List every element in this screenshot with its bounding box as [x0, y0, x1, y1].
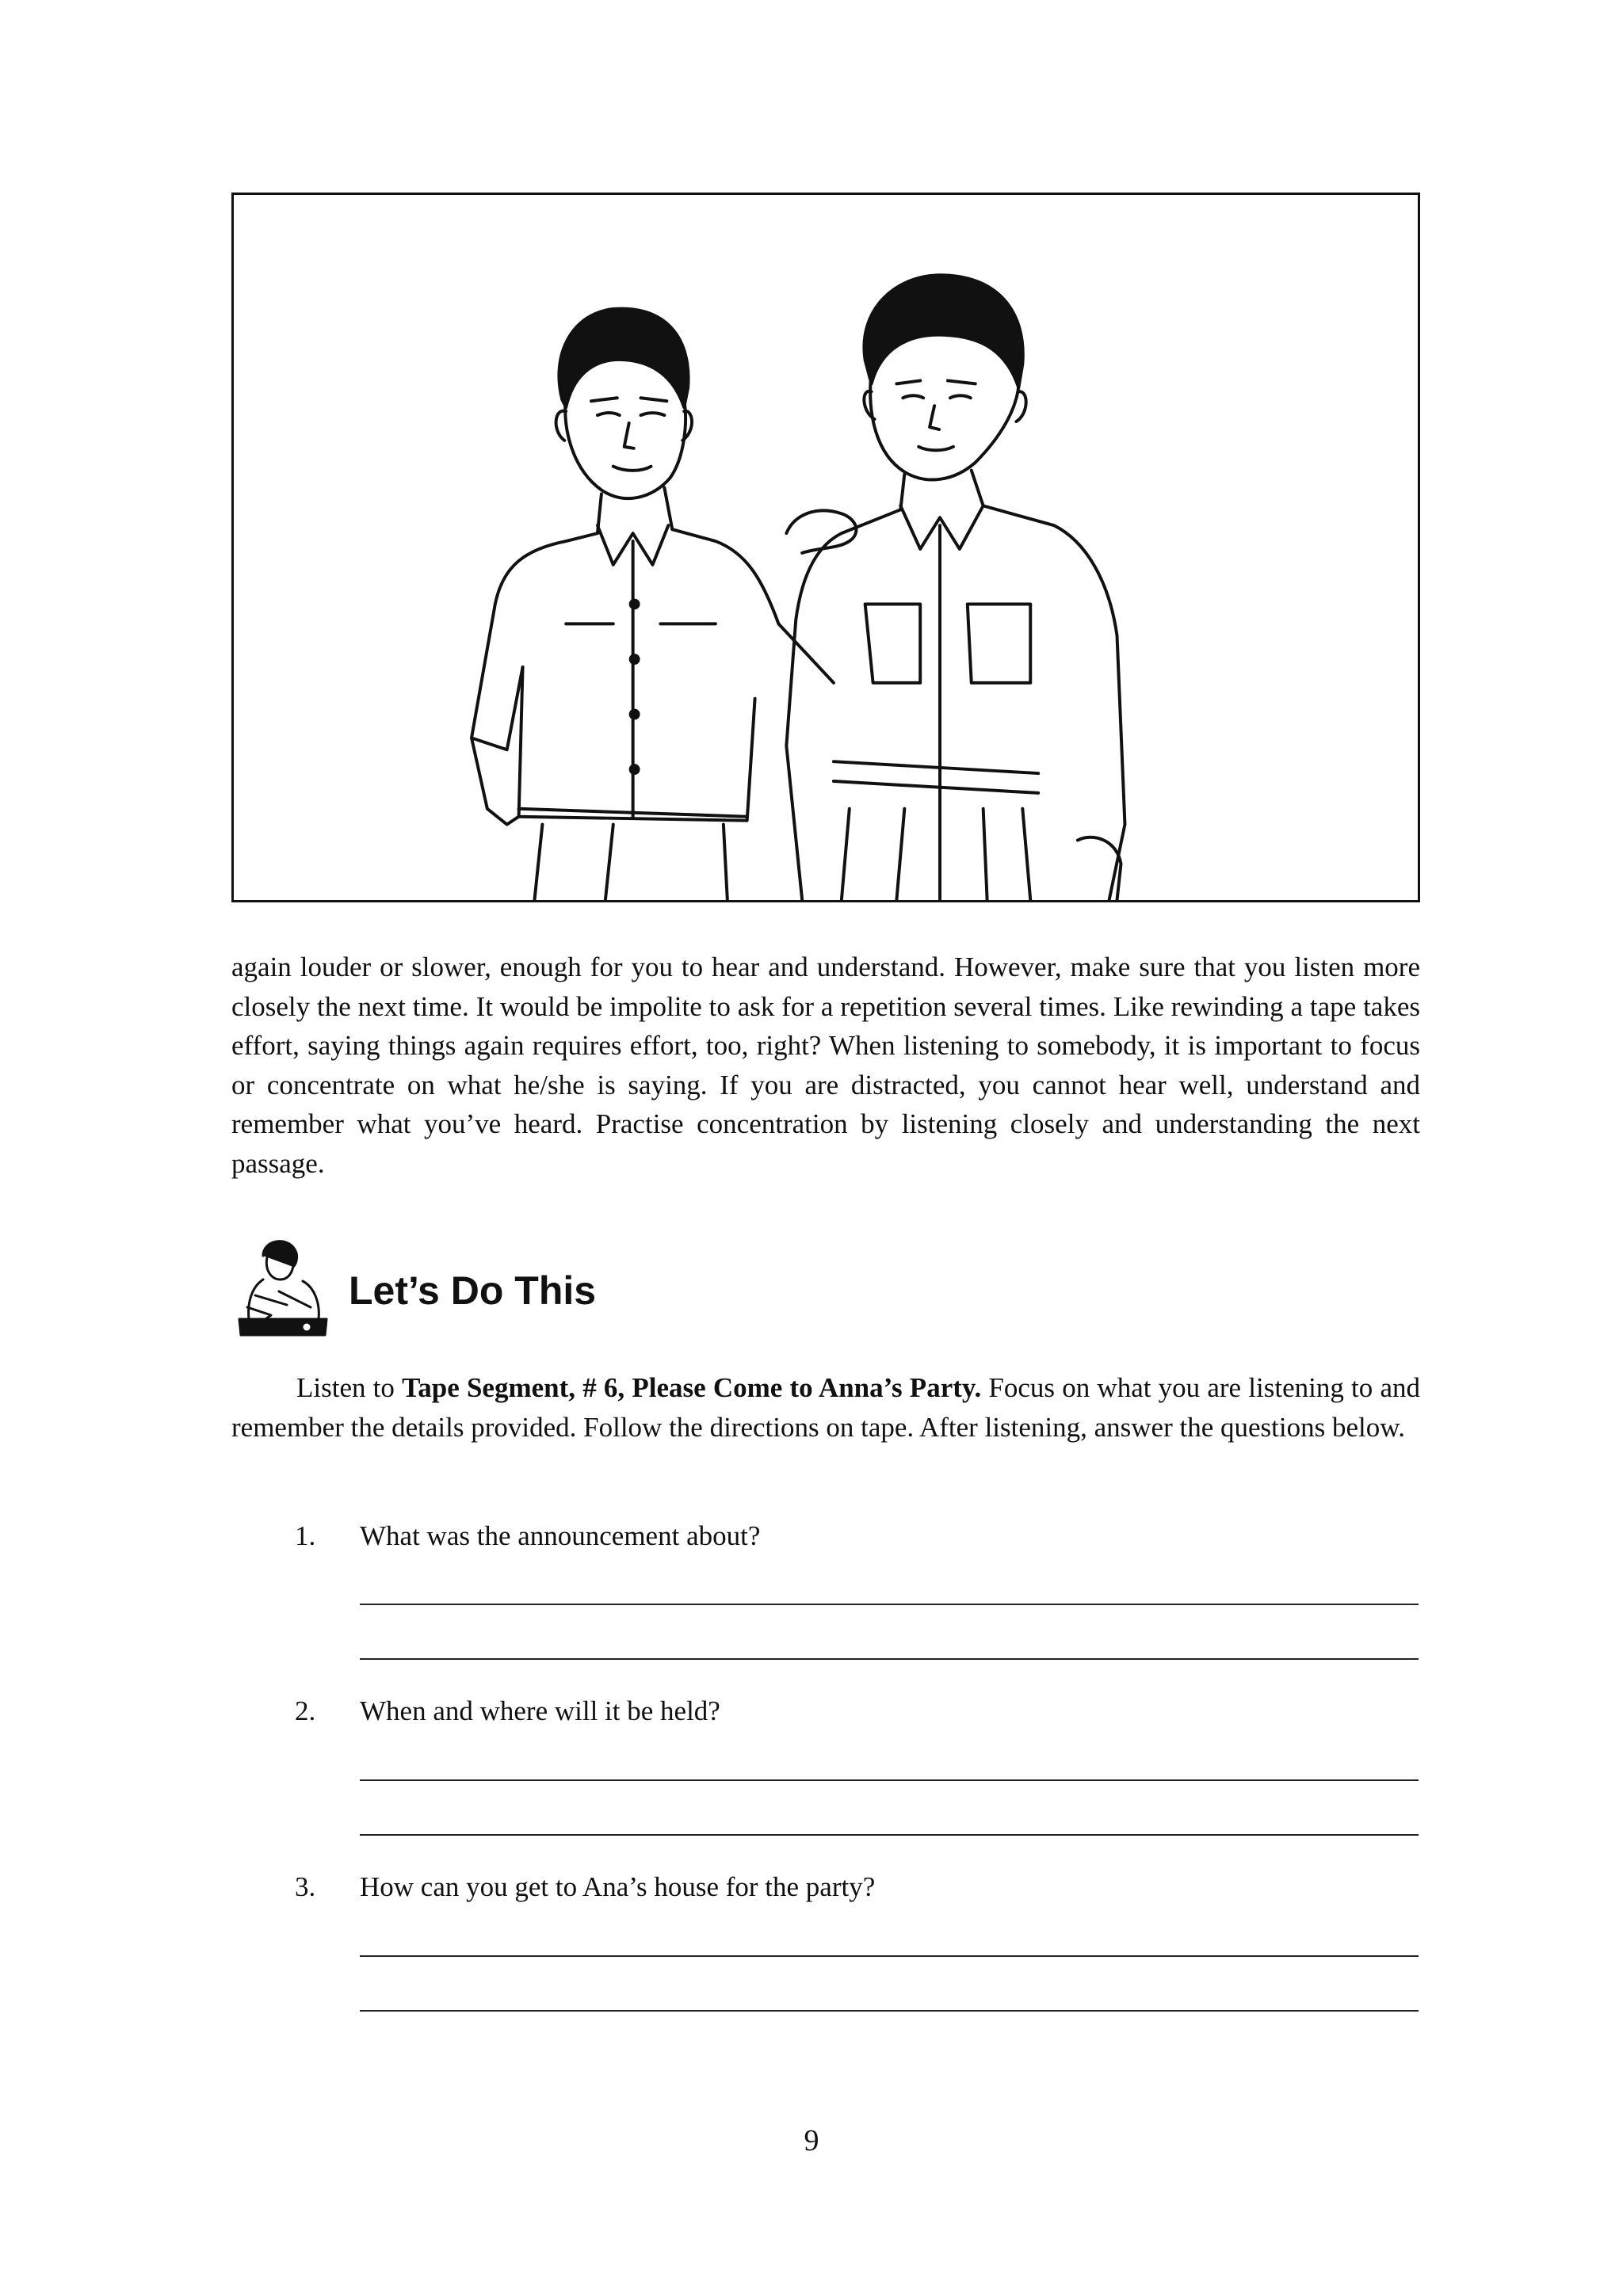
- answer-line-2a[interactable]: [360, 1779, 1419, 1781]
- question-number: 1.: [295, 1520, 316, 1551]
- answer-line-1b[interactable]: [360, 1658, 1419, 1660]
- answer-line-3b[interactable]: [360, 2010, 1419, 2012]
- man-right-figure: [786, 275, 1125, 900]
- question-text: How can you get to Ana’s house for the party?: [360, 1871, 876, 1902]
- question-text: What was the announcement about?: [360, 1520, 761, 1551]
- page-number: 9: [804, 2124, 819, 2157]
- intro-paragraph: again louder or slower, enough for you to hear and understand. However, make sure that you listen more closely the next time. It would be impolite to ask for a repetition several times. Like rewinding a tape takes effort, saying things again requires effort, too, right? When listening to somebody, it is important to focus or concentrate on what he/she is saying. If you are distracted, you cannot hear well, understand and remember what you’ve heard. Practise concentration by listening closely and understanding the next passage.: [231, 952, 1420, 1179]
- section-title: Let’s Do This: [349, 1268, 597, 1313]
- section-header: [231, 1232, 945, 1343]
- tape-segment-reference: Tape Segment, # 6, Please Come to Anna’s Party.: [402, 1372, 982, 1403]
- question-number: 3.: [295, 1871, 316, 1902]
- two-men-illustration: [234, 195, 1418, 900]
- instructions-rest: Focus on what you are listening to and remember the details provided. Follow the directions on tape. After listening, answer the questions below.: [231, 1372, 1420, 1443]
- answer-line-3a[interactable]: [360, 1955, 1419, 1957]
- question-text: When and where will it be held?: [360, 1695, 720, 1726]
- instructions-paragraph: [231, 1368, 1420, 1447]
- instructions-lead: Listen to: [296, 1372, 403, 1403]
- answer-line-1a[interactable]: [360, 1604, 1419, 1605]
- answer-line-2b[interactable]: [360, 1834, 1419, 1836]
- man-left-figure: [472, 309, 834, 900]
- student-at-workbench-icon: [231, 1232, 333, 1343]
- question-number: 2.: [295, 1695, 316, 1726]
- illustration-frame: [231, 193, 1420, 902]
